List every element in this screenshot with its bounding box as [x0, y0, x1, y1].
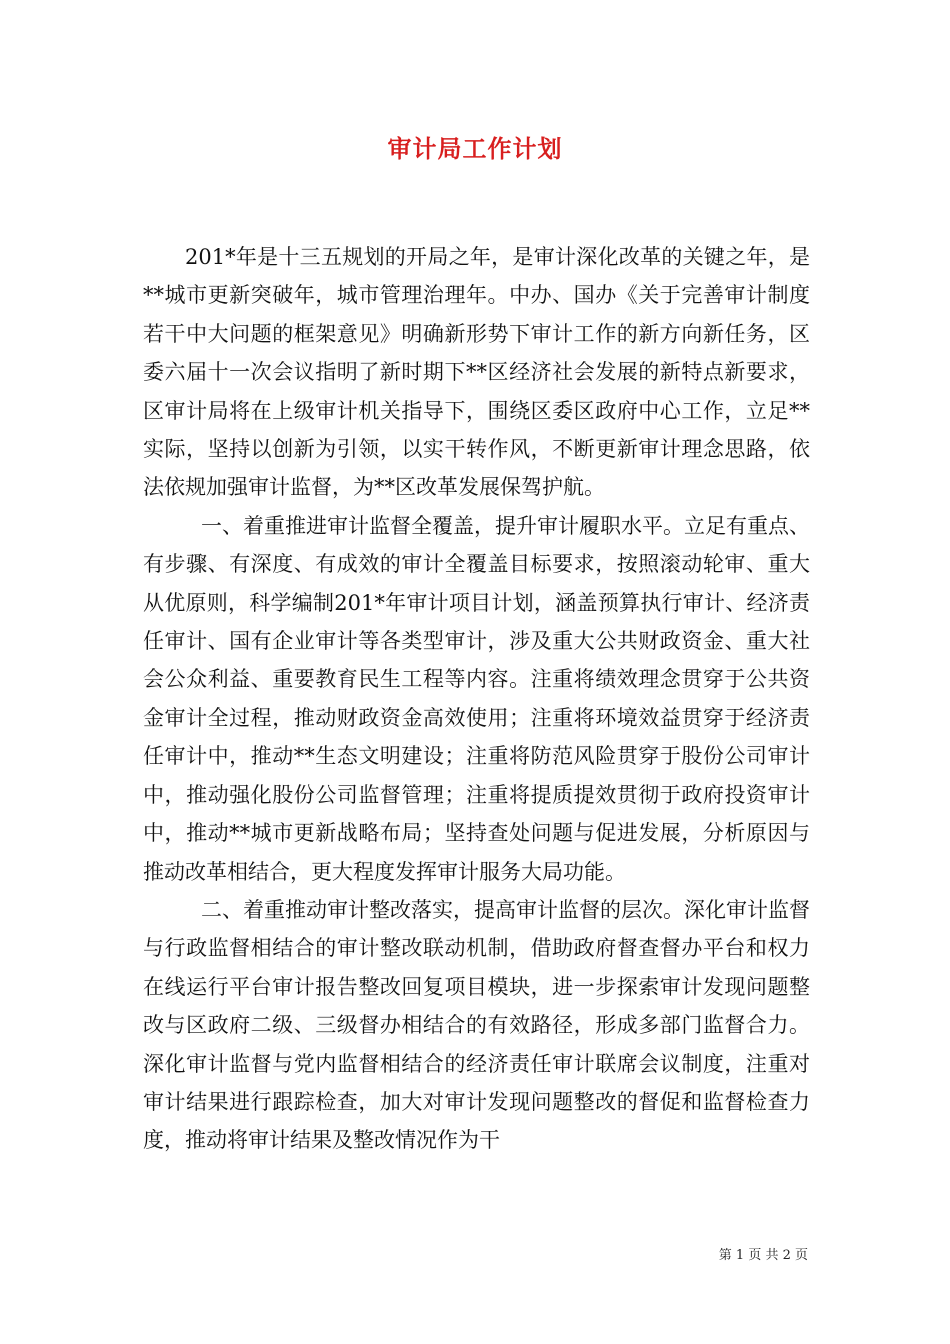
paragraph-intro: 201*年是十三五规划的开局之年，是审计深化改革的关键之年，是**城市更新突破年，城市管理治理年。中办、国办《关于完善审计制度若干中大问题的框架意见》明确新形势下审计工作的新方向新任务，区委六届十一次会议指明了新时期下**区经济社会发展的新特点新要求，区审计局将在上级审计机关指导下，围绕区委区政府中心工作，立足**实际，坚持以创新为引领，以实干转作风，不断更新审计理念思路，依法依规加强审计监督，为**区改革发展保驾护航。 [143, 245, 810, 500]
paragraph-section-one: 一、着重推进审计监督全覆盖，提升审计履职水平。立足有重点、有步骤、有深度、有成效的审计全覆盖目标要求，按照滚动轮审、重大从优原则，科学编制201*年审计项目计划，涵盖预算执行审计、经济责任审计、国有企业审计等各类型审计，涉及重大公共财政资金、重大社会公众利益、重要教育民生工程等内容。注重将绩效理念贯穿于公共资金审计全过程，推动财政资金高效使用；注重将环境效益贯穿于经济责任审计中，推动**生态文明建设；注重将防范风险贯穿于股份公司审计中，推动强化股份公司监督管理；注重将提质提效贯彻于政府投资审计中，推动**城市更新战略布局；坚持查处问题与促进发展，分析原因与推动改革相结合，更大程度发挥审计服务大局功能。 [143, 513, 810, 884]
document-body [143, 238, 810, 1160]
page-number-footer: 第 1 页 共 2 页 [718, 1248, 808, 1263]
page-title: 审计局工作计划 [387, 134, 563, 163]
paragraph-section-two: 二、着重推动审计整改落实，提高审计监督的层次。深化审计监督与行政监督相结合的审计整改联动机制，借助政府督查督办平台和权力在线运行平台审计报告整改回复项目模块，进一步探索审计发现问题整改与区政府二级、三级督办相结合的有效路径，形成多部门监督合力。深化审计监督与党内监督相结合的经济责任审计联席会议制度，注重对审计结果进行跟踪检查，加大对审计发现问题整改的督促和监督检查力度，推动将审计结果及整改情况作为干 [143, 897, 810, 1153]
